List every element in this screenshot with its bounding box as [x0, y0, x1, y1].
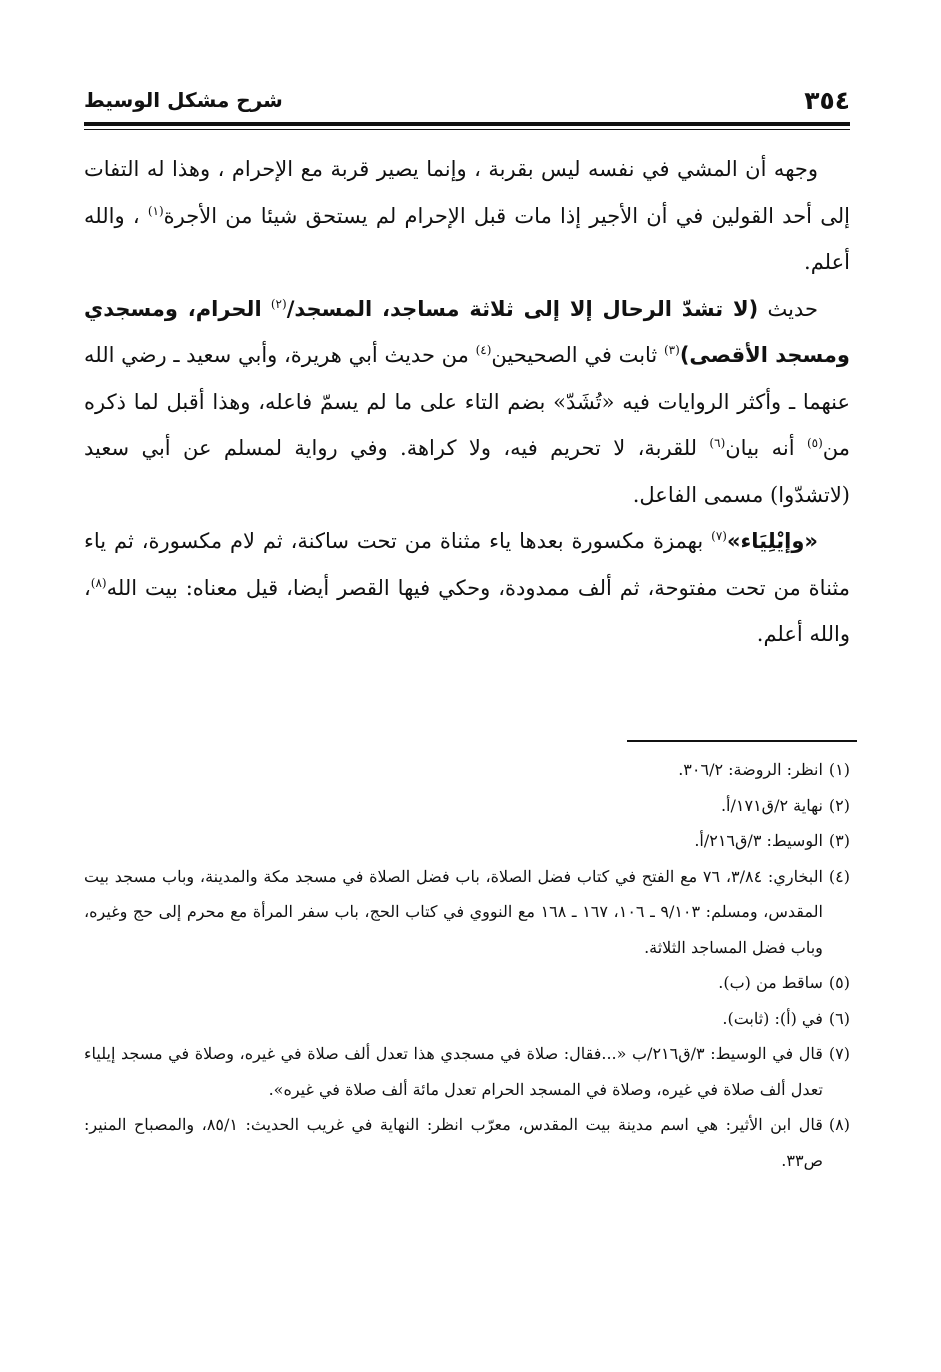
- footnote-number: (١): [828, 760, 850, 779]
- footnote-number: (٦): [828, 1008, 850, 1028]
- footnote-ref-1: (١): [147, 203, 164, 218]
- footnote-item: [84, 1001, 850, 1037]
- footnote-text: في (أ): (ثابت).: [722, 1008, 823, 1028]
- footnote-ref-2: (٢): [270, 296, 287, 311]
- paragraph-3: [84, 518, 850, 658]
- footnote-item: [84, 1107, 850, 1178]
- footnote-text: نهاية ٢/ق١٧١/أ.: [720, 795, 823, 815]
- header-rule-thin: [84, 129, 850, 130]
- footnote-number: (٧): [828, 1044, 850, 1063]
- footnotes: [84, 752, 850, 1178]
- paragraph-2: [84, 286, 850, 519]
- footnote-ref-4: (٤): [475, 343, 492, 357]
- footnote-ref-7: (٧): [711, 529, 727, 543]
- footnote-number: (٥): [828, 973, 850, 992]
- main-text: [84, 146, 850, 658]
- footnote-item: [84, 752, 850, 788]
- footnote-separator: [627, 740, 857, 742]
- page-number: ٣٥٤: [804, 86, 850, 115]
- p1-text: وجهه أن المشي في نفسه ليس بقربة ، وإنما يصير قربة مع الإحرام ، وهذا له التفات إلى أحد القولين في أن الأجير إذا مات قبل الإحرام لم يستحق شيئا من الأجرة: [84, 157, 850, 228]
- footnote-ref-3: (٣): [663, 343, 680, 357]
- footnote-item: [84, 823, 850, 859]
- paragraph-1: [84, 146, 850, 286]
- footnote-text: قال في الوسيط: ٣/ق٢١٦/ب «...فقال: صلاة في مسجدي هذا تعدل ألف صلاة في غيره، وصلاة في مسجد إيلياء تعدل ألف صلاة في غيره، وصلاة في المسجد الحرام تعدل مائة ألف صلاة في غيره».: [84, 1044, 823, 1099]
- footnote-text: ساقط من (ب).: [718, 973, 823, 992]
- footnote-item: [84, 965, 850, 1001]
- footnote-text: الوسيط: ٣/ق٢١٦/أ.: [694, 831, 823, 850]
- running-title: شرح مشكل الوسيط: [84, 88, 283, 112]
- footnote-number: (٨): [828, 1115, 850, 1134]
- footnote-text: البخاري: ٣/٨٤، ٧٦ مع الفتح في كتاب فضل الصلاة، باب فضل الصلاة في مسجد مكة والمدينة، وباب مسجد بيت المقدس، ومسلم: ٩/١٠٣ ـ ١٠٦، ١٦٧ ـ ١٦٨ مع النووي في كتاب الحج، باب سفر المرأة مع محرم إلى حج وغيره، وباب فضل المساجد الثلاثة.: [84, 866, 823, 957]
- footnote-ref-6: (٦): [709, 436, 726, 450]
- p2-rest-3: للقربة، لا تحريم فيه، ولا كراهة. وفي رواية لمسلم عن أبي سعيد (لاتشدّوا) مسمى الفاعل.: [84, 436, 850, 507]
- p2-intro: حديث: [767, 296, 818, 321]
- p3-rest-2: ، والله أعلم.: [84, 575, 850, 646]
- page-header: [84, 84, 850, 124]
- footnote-ref-5: (٥): [806, 436, 823, 450]
- p2-rest-1: من حديث أبي هريرة، وأبي سعيد ـ رضي الله عنهما ـ وأكثر الروايات فيه «تُشَدّ» بضم التاء على ما لم يسمّ فاعله، وهذا أقبل لما ذكره من: [84, 343, 850, 460]
- footnote-number: (٤): [828, 866, 850, 886]
- p2-rest-2: أنه بيان: [725, 436, 795, 460]
- footnote-number: (٢): [828, 795, 850, 815]
- p2-mid: ثابت في الصحيحين: [491, 343, 658, 367]
- term-iliya: «وإيْلِيَاء»: [726, 529, 818, 553]
- hadith-text-b: الحرام، ومسجدي ومسجد الأقصى): [84, 296, 850, 367]
- footnote-text: انظر: الروضة: ٣٠٦/٢.: [678, 760, 823, 779]
- header-rule-thick: [84, 122, 850, 126]
- p3-rest-1: بهمزة مكسورة بعدها ياء مثناة من تحت ساكنة، ثم لام مكسورة، ثم ياء مثناة من تحت مفتوحة، ثم ألف ممدودة، وحكي فيها القصر أيضا، قيل معناه: بيت الله: [84, 529, 850, 600]
- p1-end: ، والله أعلم.: [84, 203, 850, 274]
- footnote-number: (٣): [828, 831, 850, 850]
- footnote-item: [84, 859, 850, 966]
- footnote-text: قال ابن الأثير: هي اسم مدينة بيت المقدس، معرّب انظر: النهاية في غريب الحديث: ٨٥/١، والمصباح المنير: ص٣٣.: [84, 1115, 823, 1170]
- footnote-ref-8: (٨): [90, 575, 107, 590]
- footnote-item: [84, 1036, 850, 1107]
- hadith-text-a: (لا تشدّ الرحال إلا إلى ثلاثة مساجد، المسجد/: [286, 296, 759, 321]
- footnote-item: [84, 788, 850, 824]
